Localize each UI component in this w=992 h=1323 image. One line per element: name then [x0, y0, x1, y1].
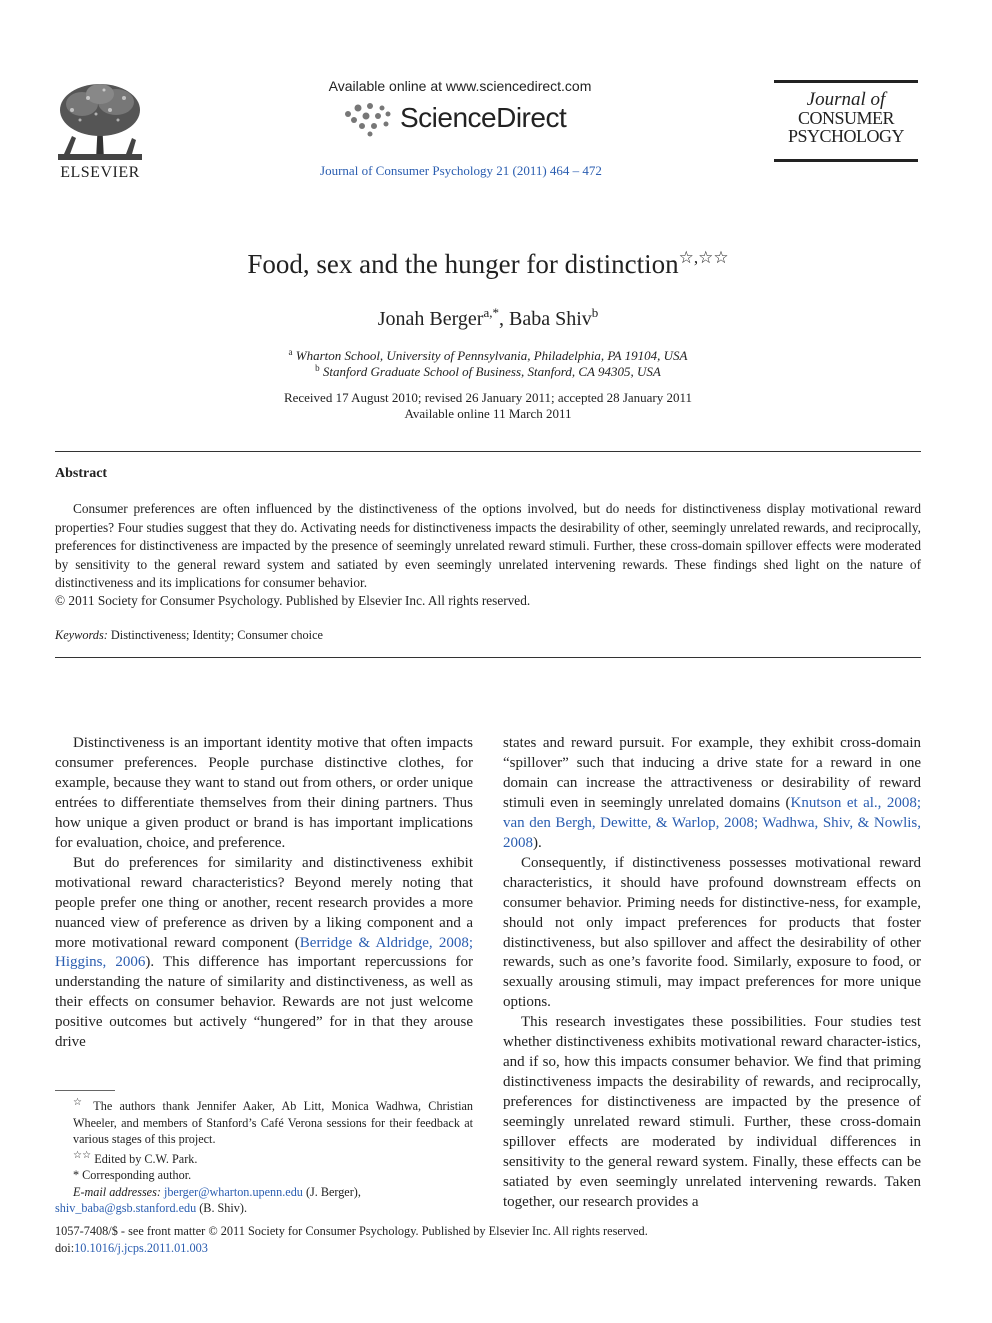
abstract-text: Consumer preferences are often influenced by the distinctiveness of the options involved, but do needs for distinctiveness display motivational reward properties? Four studies suggest that they do. Activating needs for distinctiveness impacts the desirability of other, seemingly unrelated rewards, and reciprocally, preferences for distinctiveness are impacted by the presence of seemingly unrelated reward stimuli. Further, these cross-domain spillover effects were moderated by sensitivity to the general reward system and satiated by even seemingly unrelated intervening rewards. These findings shed light on the nature of distinctiveness and its implications for consumer behavior. — [55, 501, 921, 590]
author-name: Baba Shiv — [508, 308, 592, 330]
doi-link[interactable]: 10.1016/j.jcps.2011.01.003 — [74, 1240, 208, 1255]
footer-doi: doi:10.1016/j.jcps.2011.01.003 — [55, 1240, 208, 1255]
author-list — [0, 305, 976, 331]
author-affiliation-mark[interactable]: a,* — [483, 305, 499, 320]
email-link[interactable]: jberger@wharton.upenn.edu — [163, 1184, 303, 1199]
author-affiliation-mark[interactable]: b — [591, 305, 599, 320]
journal-logo-line3: PSYCHOLOGY — [787, 126, 905, 146]
footnote-mark: * — [73, 1168, 80, 1183]
elsevier-tree-icon — [52, 80, 148, 162]
page-footer — [55, 1223, 925, 1256]
footnote-divider — [55, 1090, 115, 1091]
available-online-text[interactable]: Available online at www.sciencedirect.com — [328, 78, 592, 94]
elsevier-logo — [52, 80, 148, 182]
body-paragraph: This research investigates these possibilities. Four studies test whether distinctiveness exhibits motivational reward character-istics, and if so, how this impacts consumer behavior. We find that priming distinctiveness impacts the desirability of rewards, and reciprocally, preferences for distinctiveness are impacted by the presence of seemingly unrelated reward stimuli. Further, these cross-domain spillover effects are moderated by individual differences in sensitivity to the general reward system. Finally, these effects can be satiated by even seemingly unrelated intervening rewards. Taken together, our research provides a — [503, 1014, 921, 1210]
keywords-label: Keywords: — [55, 628, 108, 642]
available-online-date: Available online 11 March 2011 — [404, 406, 572, 421]
body-paragraph: states and reward pursuit. For example, they exhibit cross-domain “spillover” such that inducing a drive state for a reward in one domain can increase the attractiveness or desirability of reward stimuli even in seemingly unrelated domains (Knutson et al., 2008; van den Bergh, Dewitte, & Warlop, 2008; Wadhwa, Shiv, & Nowlis, 2008). — [503, 735, 921, 851]
body-column-right — [503, 734, 921, 1213]
affiliation-mark: a — [288, 347, 293, 357]
footnote-mark: ☆☆ — [73, 1149, 92, 1161]
sciencedirect-wordmark: ScienceDirect — [400, 102, 567, 133]
affiliation-text: Stanford Graduate School of Business, Stanford, CA 94305, USA — [322, 364, 661, 379]
email-label: E-mail addresses: — [73, 1184, 161, 1199]
title-footnote-marks[interactable]: ☆,☆☆ — [678, 248, 729, 267]
affiliation — [0, 347, 976, 364]
affiliation-mark: b — [315, 363, 320, 373]
divider — [55, 657, 921, 658]
sciencedirect-logo[interactable] — [340, 98, 590, 142]
author-name: Jonah Berger — [377, 308, 484, 330]
journal-logo-line1: Journal of — [806, 89, 886, 110]
footnote-acknowledgement: ☆ The authors thank Jennifer Aaker, Ab Litt, Monica Wadhwa, Christian Wheeler, and members of Stanford’s Café Verona sessions for their feedback at various stages of this project. — [73, 1097, 473, 1147]
email-link[interactable]: shiv_baba@gsb.stanford.edu — [55, 1201, 197, 1216]
journal-logo — [774, 80, 918, 162]
elsevier-wordmark: ELSEVIER — [60, 164, 140, 181]
abstract-heading: Abstract — [55, 466, 108, 481]
divider — [55, 451, 921, 452]
footnote-emails: E-mail addresses: jberger@wharton.upenn.edu (J. Berger), — [73, 1184, 361, 1199]
sciencedirect-dots-icon — [340, 98, 400, 142]
citation-link[interactable]: Knutson et al., 2008; van den Bergh, Dewitte, & Warlop, 2008; Wadhwa, Shiv, & Nowlis, 2008 — [503, 794, 921, 851]
journal-reference-link[interactable]: Journal of Consumer Psychology 21 (2011) 464 – 472 — [320, 163, 602, 178]
body-paragraph: Consequently, if distinctiveness possesses motivational reward characteristics, it should have profound downstream effects on consumer behavior. Priming needs for distinctive-ness, for example, should not only impact preferences for products that foster distinctiveness, but also spillover and affect the desirability of other rewards, such as one’s favorite food. Similarly, exposure to food, or sexually arousing stimuli, may impact preferences for more unique options. — [503, 854, 921, 1011]
affiliation — [0, 363, 976, 380]
abstract-copyright: © 2011 Society for Consumer Psychology. Published by Elsevier Inc. All rights reserved. — [55, 593, 531, 608]
keywords-text: Distinctiveness; Identity; Consumer choice — [110, 628, 323, 642]
footnote-emails-cont: shiv_baba@gsb.stanford.edu (B. Shiv). — [55, 1201, 247, 1216]
article-title-text: Food, sex and the hunger for distinction — [247, 249, 679, 279]
journal-logo-line2: CONSUMER — [797, 108, 895, 128]
affiliation-text: Wharton School, University of Pennsylvania, Philadelphia, PA 19104, USA — [295, 348, 688, 363]
body-column-left — [55, 734, 473, 1053]
author-separator: , — [498, 308, 509, 330]
body-paragraph: But do preferences for similarity and distinctiveness exhibit motivational reward characteristics? Beyond merely noting that people prefer one thing or another, recent research provides a more nuanced view of preference as driven by a liking component and a more motivational reward component (Berridge & Aldridge, 2008; Higgins, 2006). This difference has important repercussions for understanding the nature of similarity and distinctiveness, as well as their effects on consumer behavior. Rewards are not just welcome positive outcomes but actively “hungered” for in that they arouse drive — [55, 854, 474, 1051]
footer-front-matter: 1057-7408/$ - see front matter © 2011 Society for Consumer Psychology. Published by Elsevier Inc. All rights reserved. — [55, 1224, 648, 1238]
keywords — [55, 628, 323, 643]
footnote-corresponding: * Corresponding author. — [73, 1168, 192, 1183]
received-dates: Received 17 August 2010; revised 26 January 2011; accepted 28 January 2011 — [283, 390, 693, 405]
footnote-mark: ☆ — [73, 1097, 87, 1108]
body-paragraph: Distinctiveness is an important identity motive that often impacts consumer preferences. People purchase distinctive clothes, for example, because they want to stand out from others, or order unique entrées to differentiate themselves from their dining partners. Thus how unique a given product or brand is has important implications for evaluation, choice, and preference. — [55, 735, 473, 851]
article-title — [0, 248, 976, 280]
citation-link[interactable]: Berridge & Aldridge, 2008; Higgins, 2006 — [55, 934, 473, 971]
footnotes — [55, 1095, 473, 1217]
footnote-editor: ☆☆ Edited by C.W. Park. — [73, 1149, 198, 1166]
